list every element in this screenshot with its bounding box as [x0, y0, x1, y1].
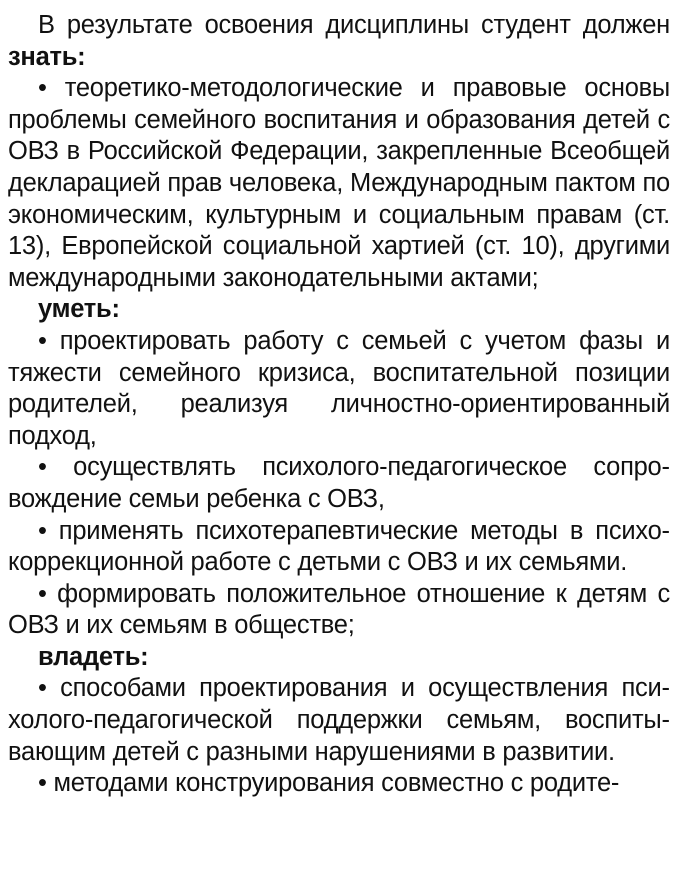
can-item-4: • формировать положительное отношение к детям с ОВЗ и их семьям в обществе; [8, 579, 670, 640]
heading-know: знать: [8, 42, 86, 71]
master-item-2: • методами конструирования совместно с родите- [38, 769, 620, 798]
know-item-1: • теоретико-методологические и правовые основы проблемы семейного воспитания и образования детей с ОВЗ в Российской Федерации, закрепленные Всеобщей декларацией прав человека, Международным пактом по экономическим, культурным и социальным правам (ст. 13), Европейской социальной хартией (ст. 10), другими международными законодательными актами; [8, 74, 670, 292]
heading-master: владеть: [38, 642, 149, 671]
can-item-2: • осуществлять психолого-педагогическое сопровождение семьи ребенка с ОВЗ, [8, 453, 670, 513]
can-item-1: • проектировать работу с семьей с учетом фазы и тяжести семейного кризиса, воспитательной позиции родителей, реализуя личностно-ориентированный подход, [8, 326, 670, 450]
heading-can: уметь: [38, 295, 120, 324]
intro-line: В результате освоения дисциплины студент должен [38, 11, 670, 39]
master-item-1: • способами проектирования и осуществления психолого-педагогической поддержки семьям, воспитывающим детей с разными нарушениями в развитии. [8, 674, 670, 766]
can-item-3: • применять психотерапевтические методы в психокоррекционной работе с детьми с ОВЗ и их семьями. [8, 516, 670, 577]
